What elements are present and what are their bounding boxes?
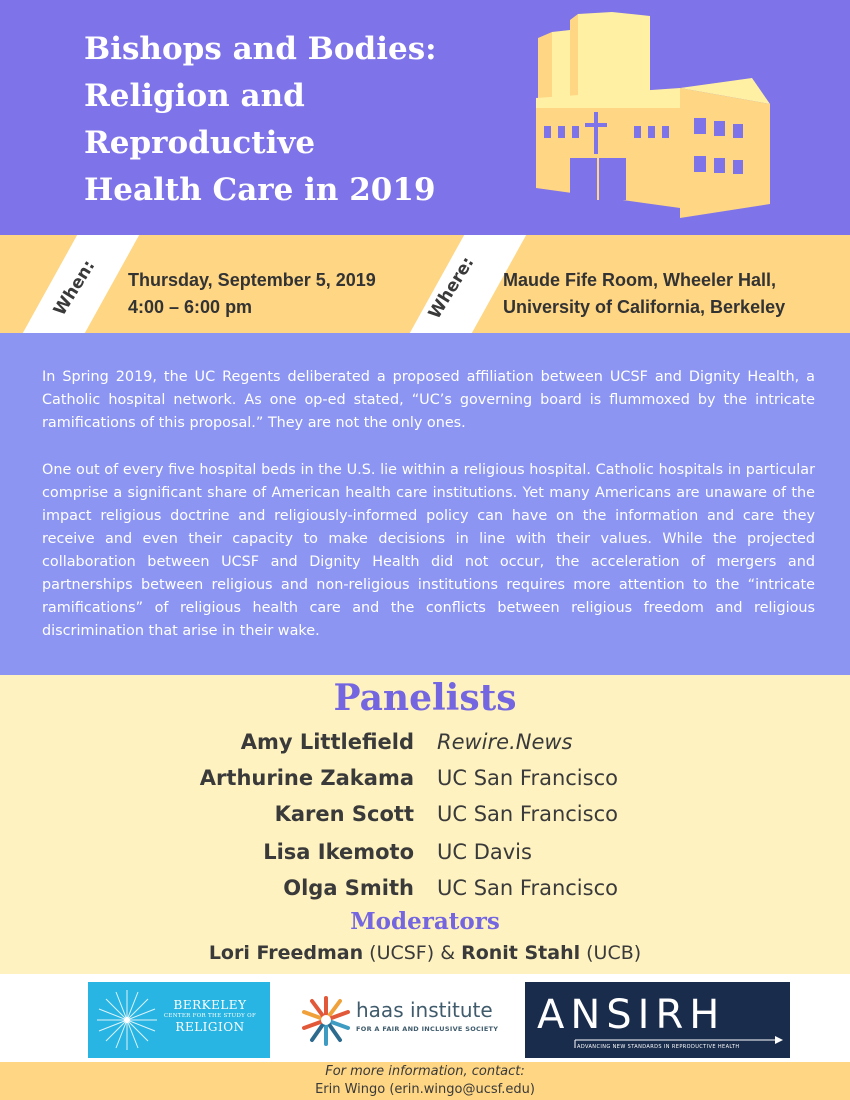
ansirh-logo <box>525 982 790 1058</box>
description-paragraph: In Spring 2019, the UC Regents deliberated a proposed affiliation between UCSF and Dignity Health, a Catholic hospital network. As one op-ed stated, “UC’s governing board is flummoxed by the intricate ramifications of this proposal.” They are not the only ones. <box>42 369 815 431</box>
berkeley-logo-text <box>156 998 264 1034</box>
logo-text: BERKELEY <box>173 998 247 1012</box>
moderator-name: Lori Freedman <box>208 942 364 964</box>
logo-text: RELIGION <box>175 1020 245 1034</box>
moderators-line <box>0 942 850 964</box>
footer-contact: Erin Wingo (erin.wingo@ucsf.edu) <box>315 1082 535 1097</box>
event-time: 4:00 – 6:00 pm <box>128 297 253 317</box>
berkeley-religion-logo <box>88 982 270 1058</box>
ansirh-logo-word: ANSIRH <box>537 992 726 1038</box>
event-date: Thursday, September 5, 2019 <box>128 270 376 290</box>
panelist-name: Amy Littlefield <box>240 730 414 754</box>
panelist-name: Karen Scott <box>274 802 414 826</box>
location-campus: University of California, Berkeley <box>503 297 786 317</box>
panelist-name: Arthurine Zakama <box>199 766 414 790</box>
panelist-row <box>0 840 850 876</box>
panelist-affiliation: UC San Francisco <box>437 766 618 790</box>
event-title <box>84 26 437 214</box>
haas-logo-subtitle: FOR A FAIR AND INCLUSIVE SOCIETY <box>356 1025 499 1033</box>
moderator-name: Ronit Stahl <box>461 942 581 964</box>
panelist-name: Olga Smith <box>283 876 414 900</box>
contact-footer <box>0 1062 850 1100</box>
panelist-row <box>0 730 850 766</box>
title-line: Religion and <box>84 78 305 114</box>
panelists-heading: Panelists <box>333 677 517 719</box>
event-location <box>503 267 785 321</box>
panelist-affiliation: Rewire.News <box>437 730 573 754</box>
haas-sunburst-icon <box>298 992 354 1048</box>
church-building-icon <box>530 8 770 228</box>
moderator-affiliation: (UCB) <box>580 942 642 964</box>
panelist-row <box>0 802 850 838</box>
haas-logo-title: haas institute <box>356 998 493 1022</box>
location-room: Maude Fife Room, Wheeler Hall, <box>503 270 777 290</box>
haas-institute-logo <box>298 992 503 1048</box>
when-label: When: <box>49 256 100 320</box>
title-line: Reproductive <box>84 125 316 161</box>
panelist-name: Lisa Ikemoto <box>263 840 414 864</box>
ansirh-underline-icon <box>525 982 790 1058</box>
title-line: Health Care in 2019 <box>84 172 436 208</box>
logo-text: CENTER FOR THE STUDY OF <box>163 1013 257 1019</box>
title-line: Bishops and Bodies: <box>84 31 437 67</box>
panelist-affiliation: UC San Francisco <box>437 802 618 826</box>
description-paragraph: One out of every five hospital beds in the U.S. lie within a religious hospital. Catholic hospitals in particular comprise a significant share of American health care institutions. Yet many Americans are unaware of the impact religious doctrine and religiously-informed policy can have on the information and care they receive and even their capacity to make decisions in line with their values. While the projected collaboration between UCSF and Dignity Health did not occur, the acceleration of mergers and partnerships between religious and non-religious institutions requires more attention to the “intricate ramifications” of religious health care and the conflicts between religious freedom and religious discrimination that arise in their wake. <box>42 462 815 639</box>
footer-lead: For more information, contact: <box>325 1064 525 1079</box>
event-date-time <box>128 267 376 321</box>
starburst-icon <box>92 982 162 1058</box>
ansirh-logo-subtitle: ADVANCING NEW STANDARDS IN REPRODUCTIVE HEALTH <box>577 1044 740 1050</box>
moderator-affiliation: (UCSF) & <box>363 942 462 964</box>
panelist-affiliation: UC Davis <box>437 840 532 864</box>
panelist-affiliation: UC San Francisco <box>437 876 618 900</box>
moderators-heading: Moderators <box>350 908 500 935</box>
where-label: Where: <box>424 253 479 323</box>
panelist-row <box>0 876 850 912</box>
panelist-row <box>0 766 850 802</box>
